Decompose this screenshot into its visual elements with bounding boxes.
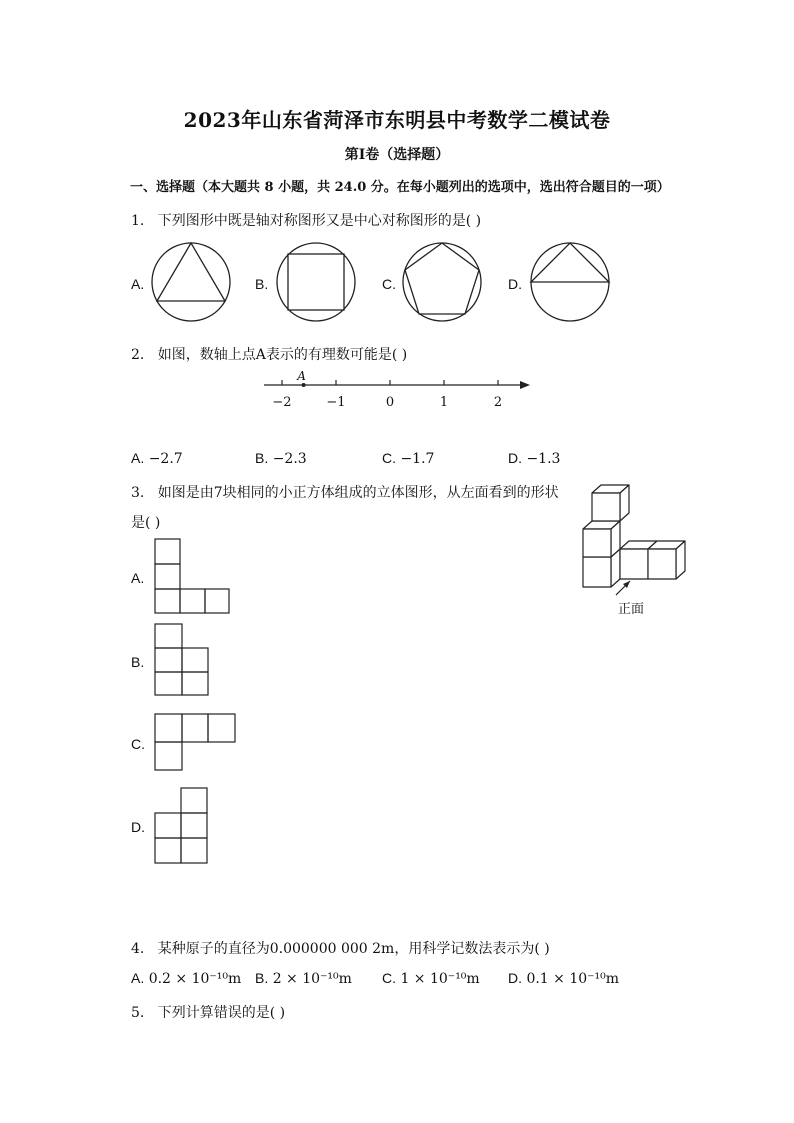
q4-option-c [382,970,480,987]
option-text: 0.1 × 10⁻¹⁰m [526,971,620,987]
option-label: B. [255,970,269,986]
option-text: −2.3 [272,451,307,467]
q1-option-b-label: B. [255,276,269,292]
q2-option-d [508,450,560,467]
question-3 [131,482,559,502]
number-line [260,366,540,416]
option-text: −2.7 [148,451,183,467]
q3-option-b-figure [154,623,214,699]
question-number: 1. [131,213,145,229]
q4-option-a [131,970,241,987]
option-label: D. [508,970,522,986]
q2-option-b [255,450,307,467]
q3-option-d-label: D. [131,819,145,835]
option-text: 1 × 10⁻¹⁰m [400,971,480,987]
exam-title: 2023年山东省菏泽市东明县中考数学二模试卷 [183,108,611,132]
cube-stack-figure [580,483,695,613]
question-number: 3. [131,485,145,501]
q1-option-a-figure [150,240,234,324]
q3-option-a-figure [154,538,234,618]
question-stem: 如图，数轴上点A表示的有理数可能是( ) [157,347,408,363]
question-2 [131,344,407,364]
question-stem: 某种原子的直径为0.000000 000 2m，用科学记数法表示为( ) [157,941,550,957]
question-stem: 如图是由7块相同的小正方体组成的立体图形，从左面看到的形状 [157,485,559,501]
question-number: 2. [131,347,145,363]
option-text: −1.7 [400,451,435,467]
question-4 [131,938,550,958]
option-label: B. [255,450,269,466]
q2-option-a [131,450,183,467]
option-text: 2 × 10⁻¹⁰m [272,971,352,987]
number-line-tick-label: −2 [272,395,292,410]
question-5 [131,1002,285,1022]
q3-option-b-label: B. [131,654,145,670]
question-3-line2: 是( ) [131,515,161,531]
q1-option-a-label: A. [131,276,145,292]
q4-option-b [255,970,352,987]
q1-option-b-figure [275,240,359,324]
option-text: 0.2 × 10⁻¹⁰m [148,971,242,987]
question-1 [131,210,481,230]
paper-section-title: 第I卷（选择题） [344,147,450,163]
front-view-caption: 正面 [618,602,645,617]
question-stem: 下列计算错误的是( ) [157,1005,286,1021]
q3-option-d-figure [154,787,212,867]
option-label: A. [131,970,145,986]
option-label: A. [131,450,145,466]
q3-option-c-label: C. [131,736,145,752]
option-text: −1.3 [526,451,561,467]
q1-option-c-label: C. [382,276,396,292]
number-line-tick-label: 0 [385,395,395,410]
q1-option-d-label: D. [508,276,522,292]
question-number: 4. [131,941,145,957]
number-line-tick-label: 1 [439,395,449,410]
option-label: D. [508,450,522,466]
point-a-label: A [297,369,306,383]
number-line-arrow [520,381,530,389]
q3-option-c-figure [154,713,239,773]
section-heading: 一、选择题（本大题共 8 小题，共 24.0 分。在每小题列出的选项中，选出符合题目的一项） [130,180,670,195]
q2-option-c [382,450,434,467]
q4-option-d [508,970,619,987]
q1-option-c-figure [401,240,485,324]
option-label: C. [382,970,396,986]
q3-option-a-label: A. [131,570,145,586]
q1-option-d-figure [529,240,613,324]
option-label: C. [382,450,396,466]
question-number: 5. [131,1005,145,1021]
number-line-tick-label: 2 [493,395,503,410]
question-stem: 下列图形中既是轴对称图形又是中心对称图形的是( ) [157,213,482,229]
number-line-tick-label: −1 [326,395,346,410]
point-a-dot [302,383,306,387]
